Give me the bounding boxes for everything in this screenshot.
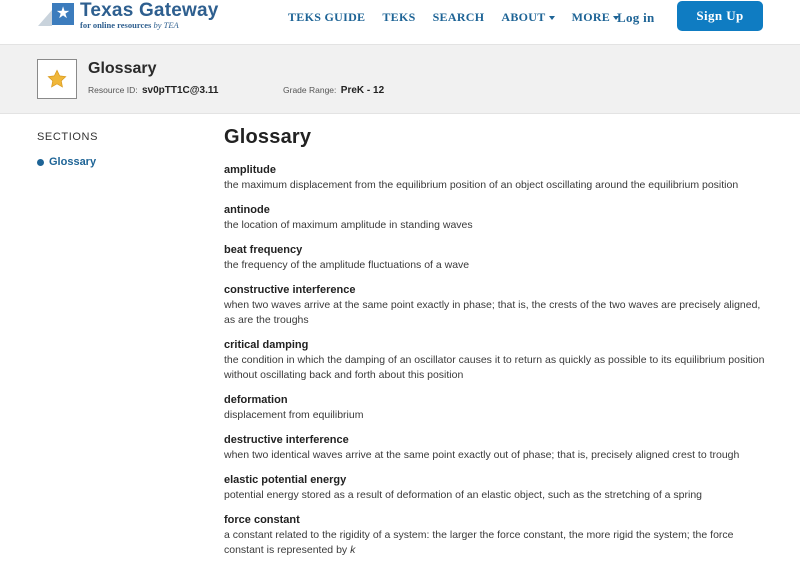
- nav-more[interactable]: MORE: [572, 10, 620, 25]
- glossary-definition: displacement from equilibrium: [224, 409, 364, 421]
- glossary-term: beat frequency: [224, 244, 303, 256]
- glossary-term: critical damping: [224, 339, 309, 351]
- sections-heading: SECTIONS: [37, 131, 99, 143]
- nav-about[interactable]: ABOUT: [501, 10, 554, 25]
- bullet-icon: [37, 159, 44, 166]
- glossary-definition: the location of maximum amplitude in standing waves: [224, 219, 473, 231]
- top-navigation: [0, 0, 800, 45]
- grade-range: Grade Range: PreK - 12: [283, 85, 385, 96]
- login-link[interactable]: Log in: [617, 10, 655, 25]
- glossary-term: antinode: [224, 204, 270, 216]
- section-label: Glossary: [49, 156, 97, 168]
- logo-title: Texas Gateway: [80, 0, 219, 21]
- logo-star-icon: ★: [38, 0, 76, 30]
- variable-k: k: [350, 544, 356, 556]
- glossary-content: [224, 126, 769, 568]
- signup-button[interactable]: Sign Up: [677, 1, 763, 31]
- glossary-entry: [224, 473, 769, 503]
- star-icon: [46, 68, 68, 90]
- glossary-entry: [224, 393, 769, 423]
- glossary-term: destructive interference: [224, 434, 349, 446]
- section-item-glossary[interactable]: [37, 156, 96, 168]
- glossary-term: deformation: [224, 394, 288, 406]
- nav-search[interactable]: SEARCH: [432, 10, 485, 24]
- glossary-term: elastic potential energy: [224, 474, 347, 486]
- resource-id: Resource ID: sv0pTT1C@3.11: [88, 85, 219, 96]
- glossary-term: force constant: [224, 514, 300, 526]
- page-title: Glossary: [224, 126, 312, 148]
- resource-header: [0, 45, 800, 114]
- glossary-entry: [224, 338, 769, 383]
- nav-teks-guide[interactable]: TEKS GUIDE: [288, 10, 366, 24]
- glossary-definition: the condition in which the damping of an oscillator causes it to return as quickly as possible to its equilibrium position without oscillating back and forth about this position: [224, 354, 765, 381]
- texas-gateway-logo[interactable]: [38, 0, 219, 34]
- glossary-entry: [224, 283, 769, 328]
- nav-teks[interactable]: TEKS: [382, 10, 416, 24]
- glossary-definition: potential energy stored as a result of deformation of an elastic object, such as the stretching of a spring: [224, 489, 703, 501]
- chevron-down-icon: [549, 16, 555, 20]
- glossary-definition: the frequency of the amplitude fluctuations of a wave: [224, 259, 470, 271]
- glossary-entry: [224, 513, 769, 558]
- glossary-entry: [224, 433, 769, 463]
- glossary-definition: when two waves arrive at the same point exactly in phase; that is, the crests of the two waves are precisely aligned, as are the troughs: [224, 299, 761, 326]
- resource-icon: [37, 59, 77, 99]
- main-nav: [288, 10, 636, 25]
- glossary-term: constructive interference: [224, 284, 356, 296]
- glossary-entry: [224, 163, 769, 193]
- glossary-definition: the maximum displacement from the equilibrium position of an object oscillating around the equilibrium position: [224, 179, 739, 191]
- glossary-entry: [224, 243, 769, 273]
- logo-subtitle: for online resources by TEA: [80, 20, 179, 30]
- glossary-term: amplitude: [224, 164, 276, 176]
- glossary-definition: a constant related to the rigidity of a system: the larger the force constant, the more rigid the system; the force constant is represented by k: [224, 529, 734, 556]
- glossary-entry: [224, 203, 769, 233]
- glossary-definition: when two identical waves arrive at the same point exactly out of phase; that is, precisely aligned crest to trough: [224, 449, 740, 461]
- resource-title: Glossary: [88, 60, 157, 77]
